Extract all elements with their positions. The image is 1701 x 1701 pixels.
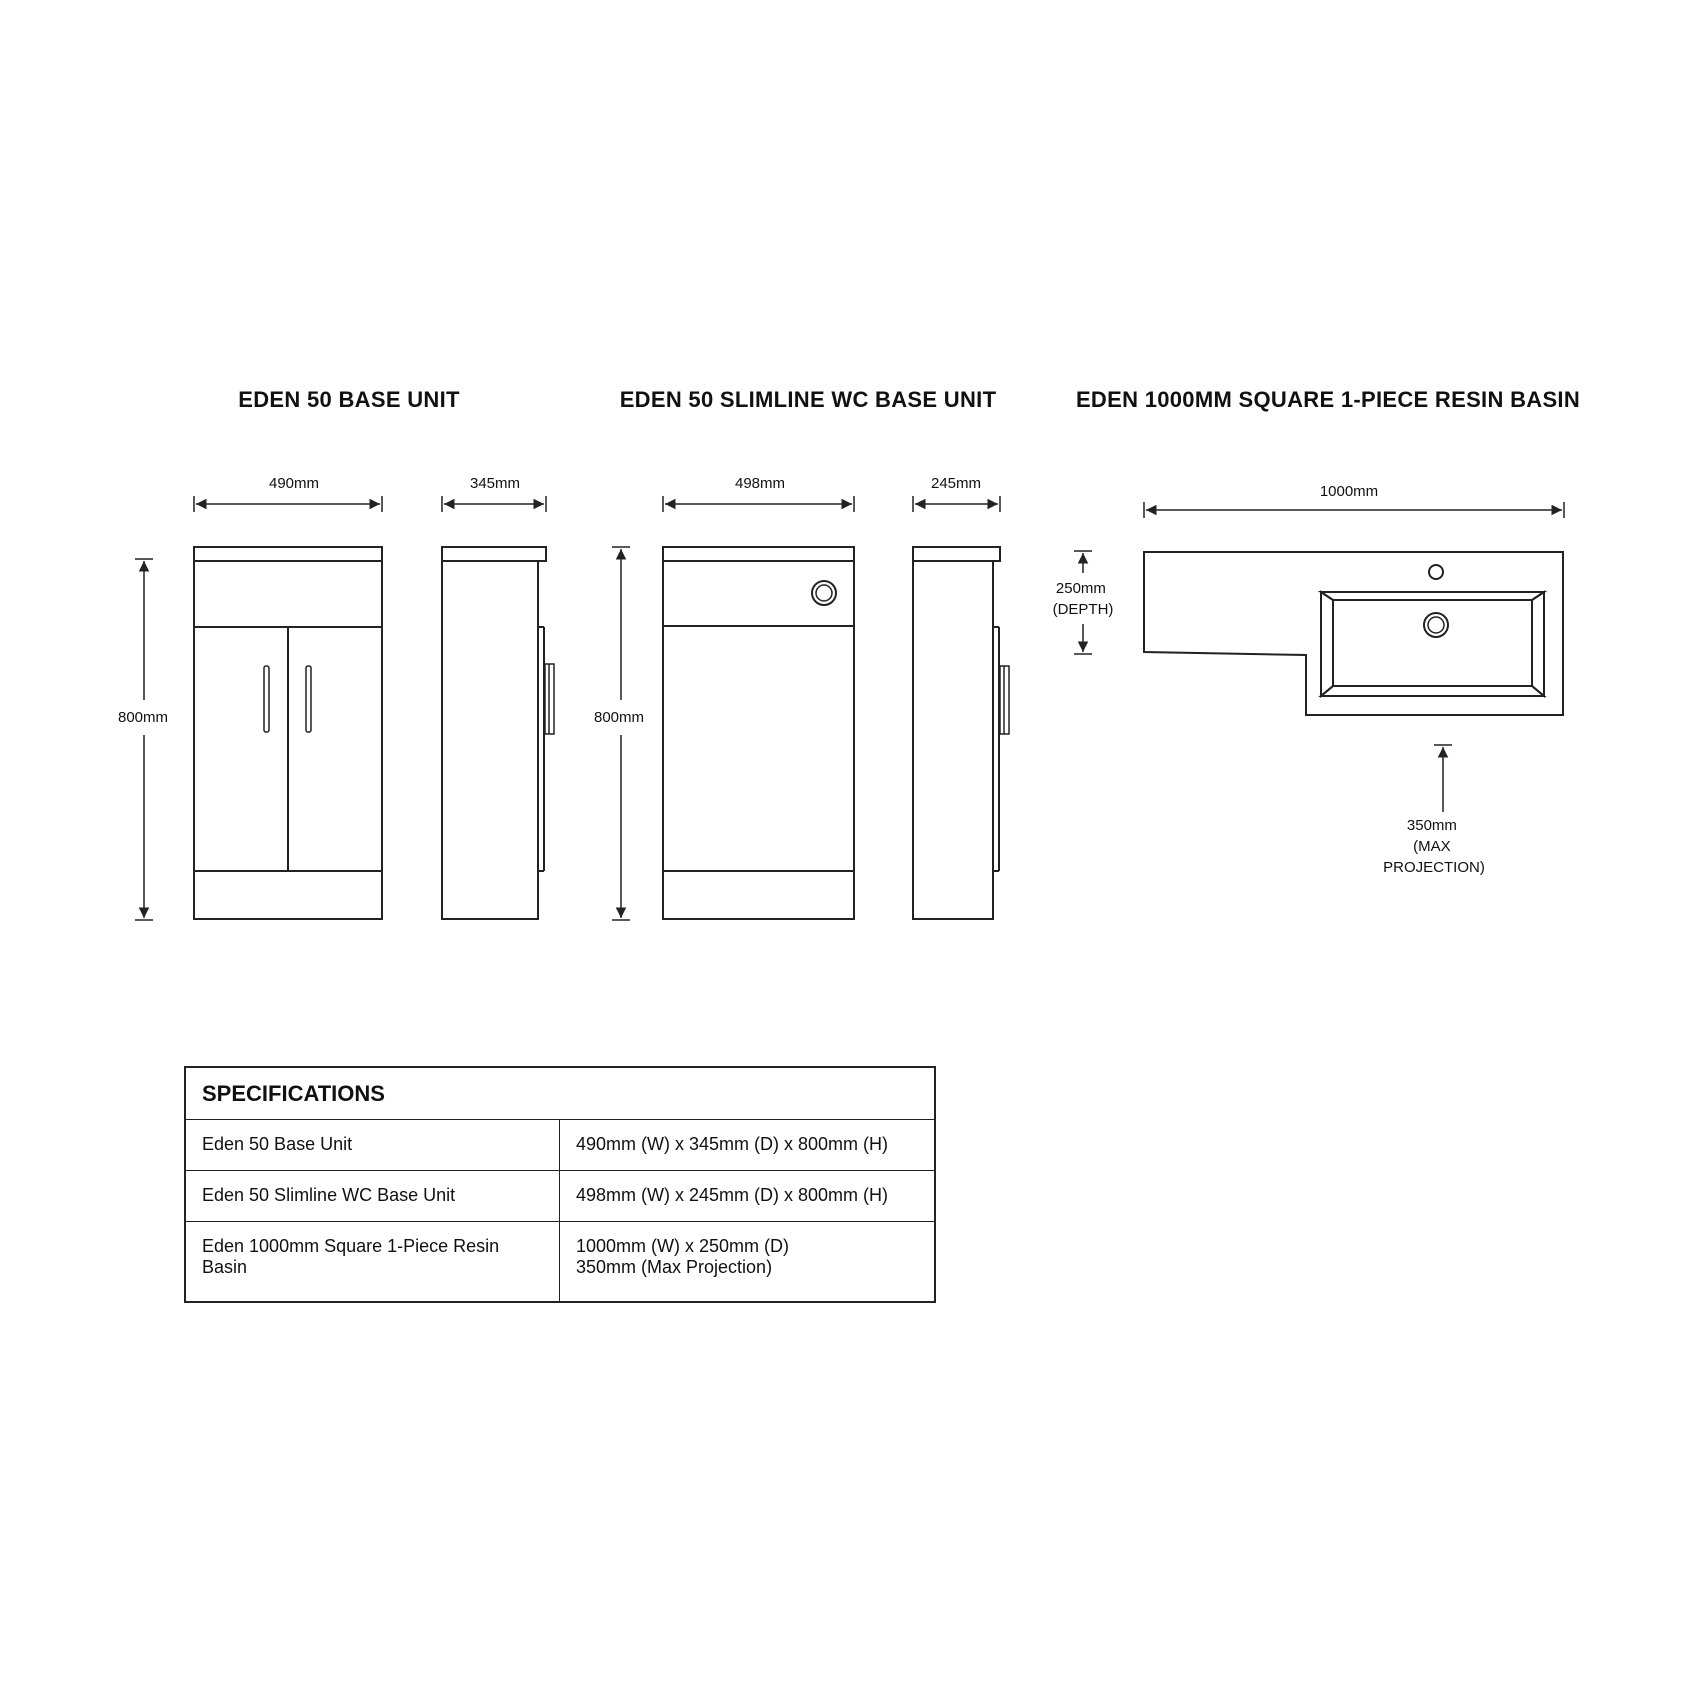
- base-depth-dimension: [442, 475, 546, 512]
- wc-width-dimension: [663, 475, 854, 512]
- base-width-dimension: [194, 475, 382, 512]
- base-width-label: 490mm: [268, 475, 320, 492]
- wc-unit-side-view: [913, 547, 1009, 919]
- base-unit-front-view: [194, 547, 382, 919]
- base-height-label: 800mm: [117, 709, 169, 726]
- spec-name-wc-unit: Eden 50 Slimline WC Base Unit: [185, 1171, 560, 1222]
- spec-value-line: 490mm (W) x 345mm (D) x 800mm (H): [576, 1134, 889, 1154]
- wc-height-label: 800mm: [593, 709, 645, 726]
- wc-height-dimension: [594, 547, 644, 920]
- basin-width-dimension: [1144, 483, 1564, 518]
- base-height-dimension: [118, 559, 168, 920]
- base-unit-side-view: [442, 547, 554, 919]
- wc-depth-dimension: [913, 475, 1000, 512]
- spec-value-line: 498mm (W) x 245mm (D) x 800mm (H): [576, 1185, 889, 1205]
- basin-projection-label: [1383, 817, 1485, 876]
- spec-value-line: 1000mm (W) x 250mm (D): [576, 1236, 790, 1256]
- base-depth-label: 345mm: [469, 475, 521, 492]
- basin-projection-dimension: [1383, 745, 1485, 876]
- spec-value-wc-unit: [560, 1171, 936, 1222]
- spec-value-basin: [560, 1222, 936, 1303]
- basin-projection-value: 350mm: [1406, 817, 1457, 834]
- spec-name-basin: Eden 1000mm Square 1-Piece Resin Basin: [185, 1222, 560, 1303]
- heading-wc-unit: EDEN 50 SLIMLINE WC BASE UNIT: [619, 387, 997, 412]
- wc-width-label: 498mm: [734, 475, 786, 492]
- table-row: [185, 1171, 935, 1222]
- basin-projection-caption-1: (MAX: [1413, 838, 1451, 855]
- specifications-header-row: [185, 1067, 935, 1120]
- wc-unit-front-view: [663, 547, 854, 919]
- basin-depth-label: [1053, 580, 1114, 618]
- table-row: [185, 1120, 935, 1171]
- basin-projection-caption-2: PROJECTION): [1383, 859, 1485, 876]
- specifications-title: SPECIFICATIONS: [185, 1067, 935, 1120]
- basin-depth-dimension: [1053, 551, 1114, 654]
- specifications-table: [184, 1066, 936, 1303]
- heading-base-unit: EDEN 50 BASE UNIT: [238, 387, 460, 412]
- spec-value-base-unit: [560, 1120, 936, 1171]
- basin-plan-view: [1144, 552, 1563, 715]
- spec-name-base-unit: Eden 50 Base Unit: [185, 1120, 560, 1171]
- table-row: [185, 1222, 935, 1303]
- basin-width-label: 1000mm: [1319, 483, 1379, 500]
- heading-basin: EDEN 1000MM SQUARE 1-PIECE RESIN BASIN: [1075, 387, 1581, 412]
- wc-depth-label: 245mm: [930, 475, 982, 492]
- spec-value-line: 350mm (Max Projection): [576, 1257, 773, 1277]
- basin-depth-value: 250mm: [1055, 580, 1106, 597]
- basin-depth-caption: (DEPTH): [1052, 601, 1114, 618]
